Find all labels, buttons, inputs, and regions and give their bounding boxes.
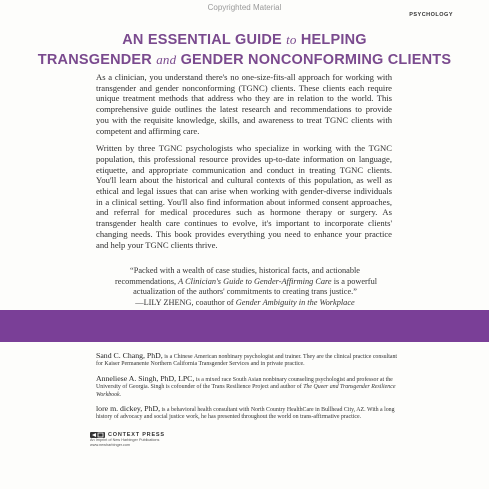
headline-text: TRANSGENDER bbox=[37, 52, 152, 68]
quote-line bbox=[115, 276, 378, 288]
author-bio bbox=[96, 352, 398, 369]
headline-connector: and bbox=[156, 52, 177, 67]
publisher-imprint: An Imprint of New Harbinger Publications bbox=[90, 438, 160, 442]
headline-text: GENDER NONCONFORMING CLIENTS bbox=[180, 52, 452, 68]
headline-line-2 bbox=[0, 50, 489, 70]
headline-line-1 bbox=[0, 30, 489, 50]
description bbox=[96, 72, 392, 257]
author-bios bbox=[96, 352, 398, 428]
publisher-name: CONTEXT PRESS bbox=[108, 432, 165, 438]
author-bio-text: is a mixed race South Asian nonbinary counseling psychologist and professor at the University of Georgia. Singh is cofounder of the Trans Resilience Project and author of bbox=[96, 376, 393, 391]
author-bio bbox=[96, 375, 398, 399]
endorsement-quote bbox=[115, 266, 378, 308]
quote-text: is a powerful bbox=[333, 276, 378, 286]
publisher-url[interactable]: www.newharbinger.com bbox=[90, 443, 131, 447]
quote-line: “Packed with a wealth of case studies, historical facts, and actionable bbox=[130, 266, 360, 275]
watermark: Copyrighted Material bbox=[207, 3, 282, 12]
quote-line: actualization of the authors' commitments to creating trans justice.” bbox=[133, 287, 357, 297]
headline-connector: to bbox=[286, 32, 297, 47]
description-paragraph: As a clinician, you understand there's no one-size-fits-all approach for working with transgender and gender nonconforming (TGNC) clients. These clients each require unique treatment methods that address who they are in relation to the world. This comprehensive guide outlines the latest research and recommendations to provide you with the requisite knowledge, skills, and awareness to treat TGNC clients with competent and affirming care. bbox=[96, 72, 392, 136]
author-name: Anneliese A. Singh, PhD, LPC, bbox=[96, 373, 195, 383]
category-label: PSYCHOLOGY bbox=[409, 12, 453, 18]
author-bio-text: is a Chinese American nonbinary psychologist and trainer. They are the clinical practice consultant for Kaiser Permanente Northern California Transgender Services and in private practice. bbox=[96, 354, 398, 368]
attribution-text: —LILY ZHENG, coauthor of bbox=[135, 297, 234, 307]
description-paragraph: Written by three TGNC psychologists who specialize in working with the TGNC population, this professional resource provides up-to-date information on language, etiquette, and appropriate communication and conduct in treating TGNC clients. You'll learn about the historical and cultural contexts of this population, as well as ethical and legal issues that can arise when working with gender-diverse individuals in a clinical setting. You'll also find information about informed consent approaches, and referral for medical procedures such as hormone therapy or surgery. As transgender health care continues to evolve, it's important to incorporate clients' changing needs. This book provides everything you need to enhance your practice and help your TGNC clients thrive. bbox=[96, 143, 392, 250]
author-name: Sand C. Chang, PhD, bbox=[96, 351, 163, 360]
author-book-title: The Queer and Transgender Resilience Workbook. bbox=[96, 384, 396, 398]
author-name: lore m. dickey, PhD, bbox=[96, 404, 161, 414]
accent-band bbox=[0, 310, 489, 342]
headline-text: AN ESSENTIAL GUIDE bbox=[122, 32, 282, 48]
headline bbox=[0, 30, 489, 70]
author-bio bbox=[96, 405, 398, 422]
attribution-book-title: Gender Ambiguity in the Workplace bbox=[235, 297, 355, 307]
headline-text: HELPING bbox=[300, 32, 367, 48]
publisher-block bbox=[90, 432, 165, 448]
author-bio-text: is a behavioral health consultant with North Country HealthCare in Bullhead City, AZ. With a long history of advocacy and social justice work, he has presented throughout the world on trans-affirmative practice. bbox=[96, 407, 395, 421]
quote-book-title: A Clinician's Guide to Gender-Affirming Care bbox=[178, 276, 332, 286]
quote-text: recommendations, bbox=[115, 276, 177, 286]
quote-attribution bbox=[115, 298, 375, 309]
